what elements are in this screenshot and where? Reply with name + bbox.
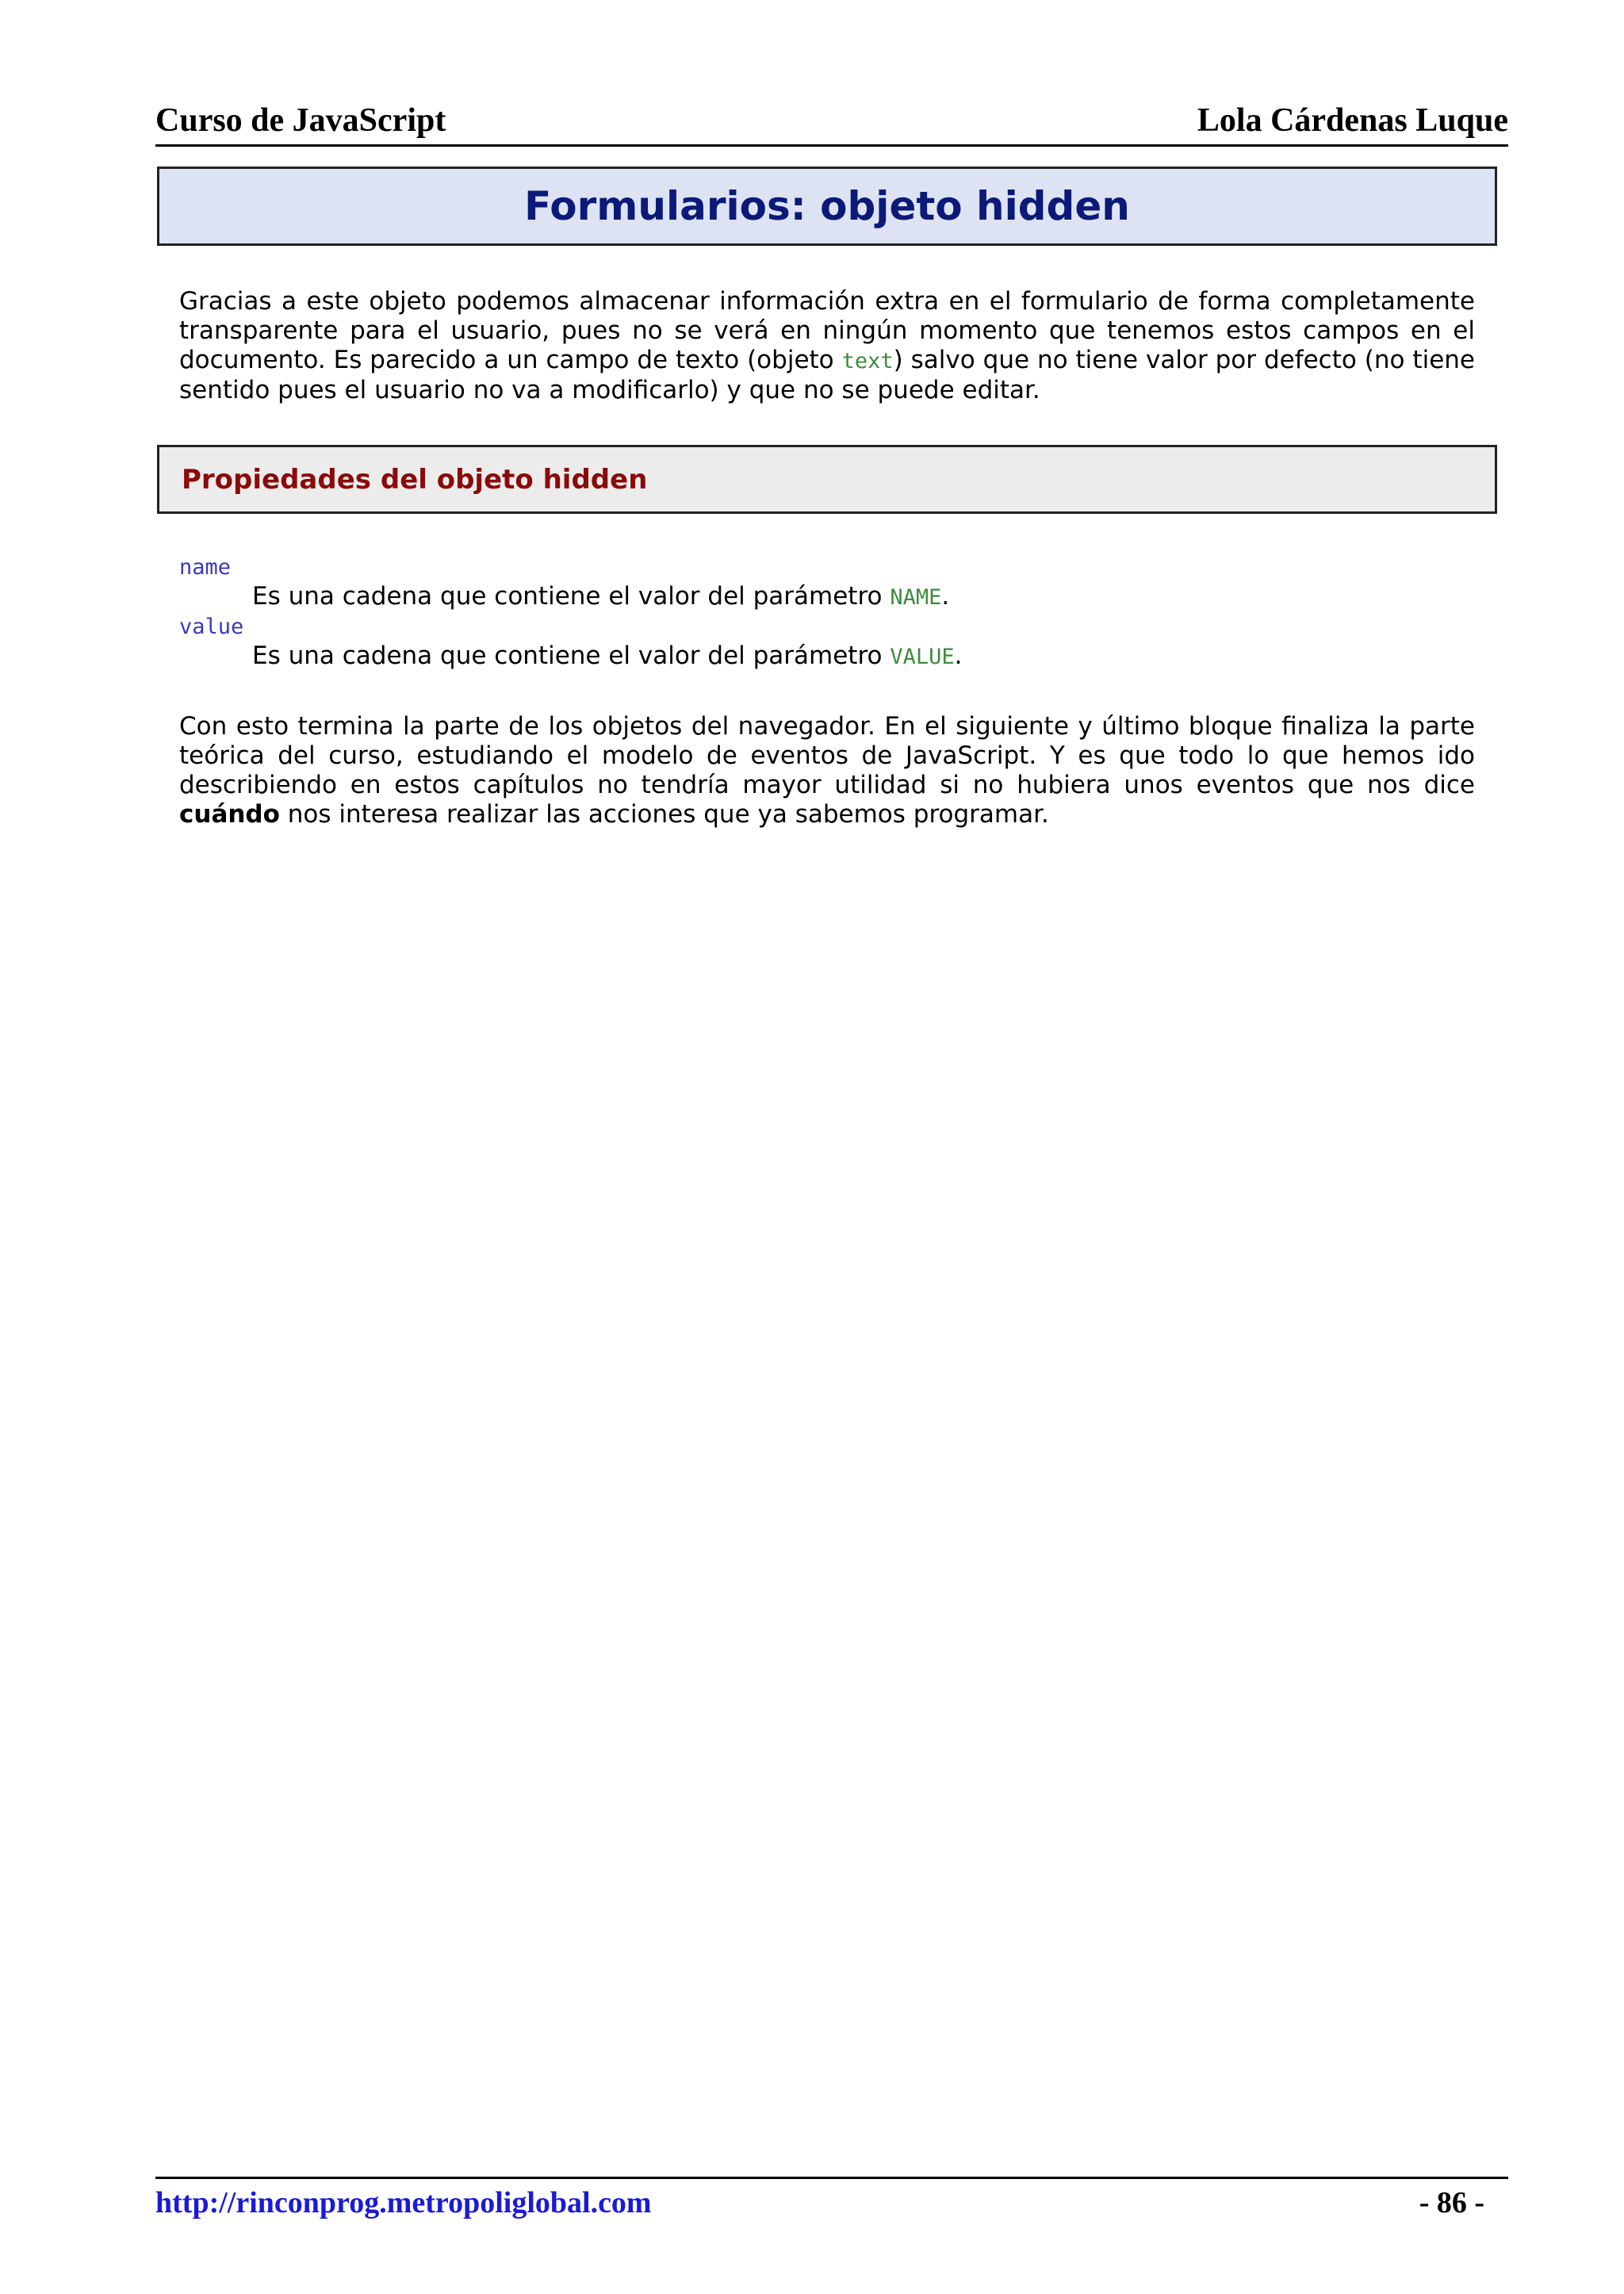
property-name-param: NAME <box>890 585 942 610</box>
section-title: Propiedades del objeto hidden <box>182 463 648 496</box>
property-name <box>179 553 949 612</box>
property-value-desc <box>179 641 963 672</box>
property-name-end: . <box>941 582 950 611</box>
property-value <box>179 612 963 672</box>
page-header <box>155 95 1508 147</box>
page-number: - 86 - <box>1419 2186 1484 2219</box>
page-footer <box>155 2177 1508 2227</box>
intro-text-2: ) salvo que no tiene valor por defecto (no tiene sentido pues el usuario no va a modificarlo) y que no se puede editar. <box>179 346 1475 404</box>
closing-text-2: nos interesa realizar las acciones que ya sabemos programar. <box>279 800 1049 829</box>
header-course-title: Curso de JavaScript <box>155 102 446 139</box>
intro-text-1: Gracias a este objeto podemos almacenar información extra en el formulario de forma completamente transparente para el usuario, pues no se verá en ningún momento que tenemos estos campos en el documento. Es parecido a un campo de texto (objeto <box>179 287 1475 374</box>
chapter-title-box <box>157 167 1497 246</box>
intro-paragraph <box>179 287 1475 405</box>
closing-text-1: Con esto termina la parte de los objetos del navegador. En el siguiente y último bloque finaliza la parte teórica del curso, estudiando el modelo de eventos de JavaScript. Y es que todo lo que hemos ido describiendo en estos capítulos no tendría mayor utilidad si no hubiera unos eventos que nos dice <box>179 712 1475 799</box>
property-name-label: name <box>179 555 232 580</box>
property-value-label: value <box>179 615 244 639</box>
header-author: Lola Cárdenas Luque <box>1197 102 1508 139</box>
section-title-box <box>157 445 1497 514</box>
property-name-desc <box>179 582 949 612</box>
property-name-desc-text: Es una cadena que contiene el valor del parámetro <box>252 582 891 611</box>
property-value-param: VALUE <box>890 645 955 669</box>
chapter-title: Formularios: objeto hidden <box>524 183 1130 229</box>
property-value-end: . <box>954 641 963 670</box>
property-value-desc-text: Es una cadena que contiene el valor del parámetro <box>252 641 891 670</box>
footer-url-link[interactable]: http://rinconprog.metropoliglobal.com <box>155 2186 652 2219</box>
closing-bold: cuándo <box>179 800 280 829</box>
intro-code: text <box>841 349 894 373</box>
closing-paragraph <box>179 712 1475 829</box>
